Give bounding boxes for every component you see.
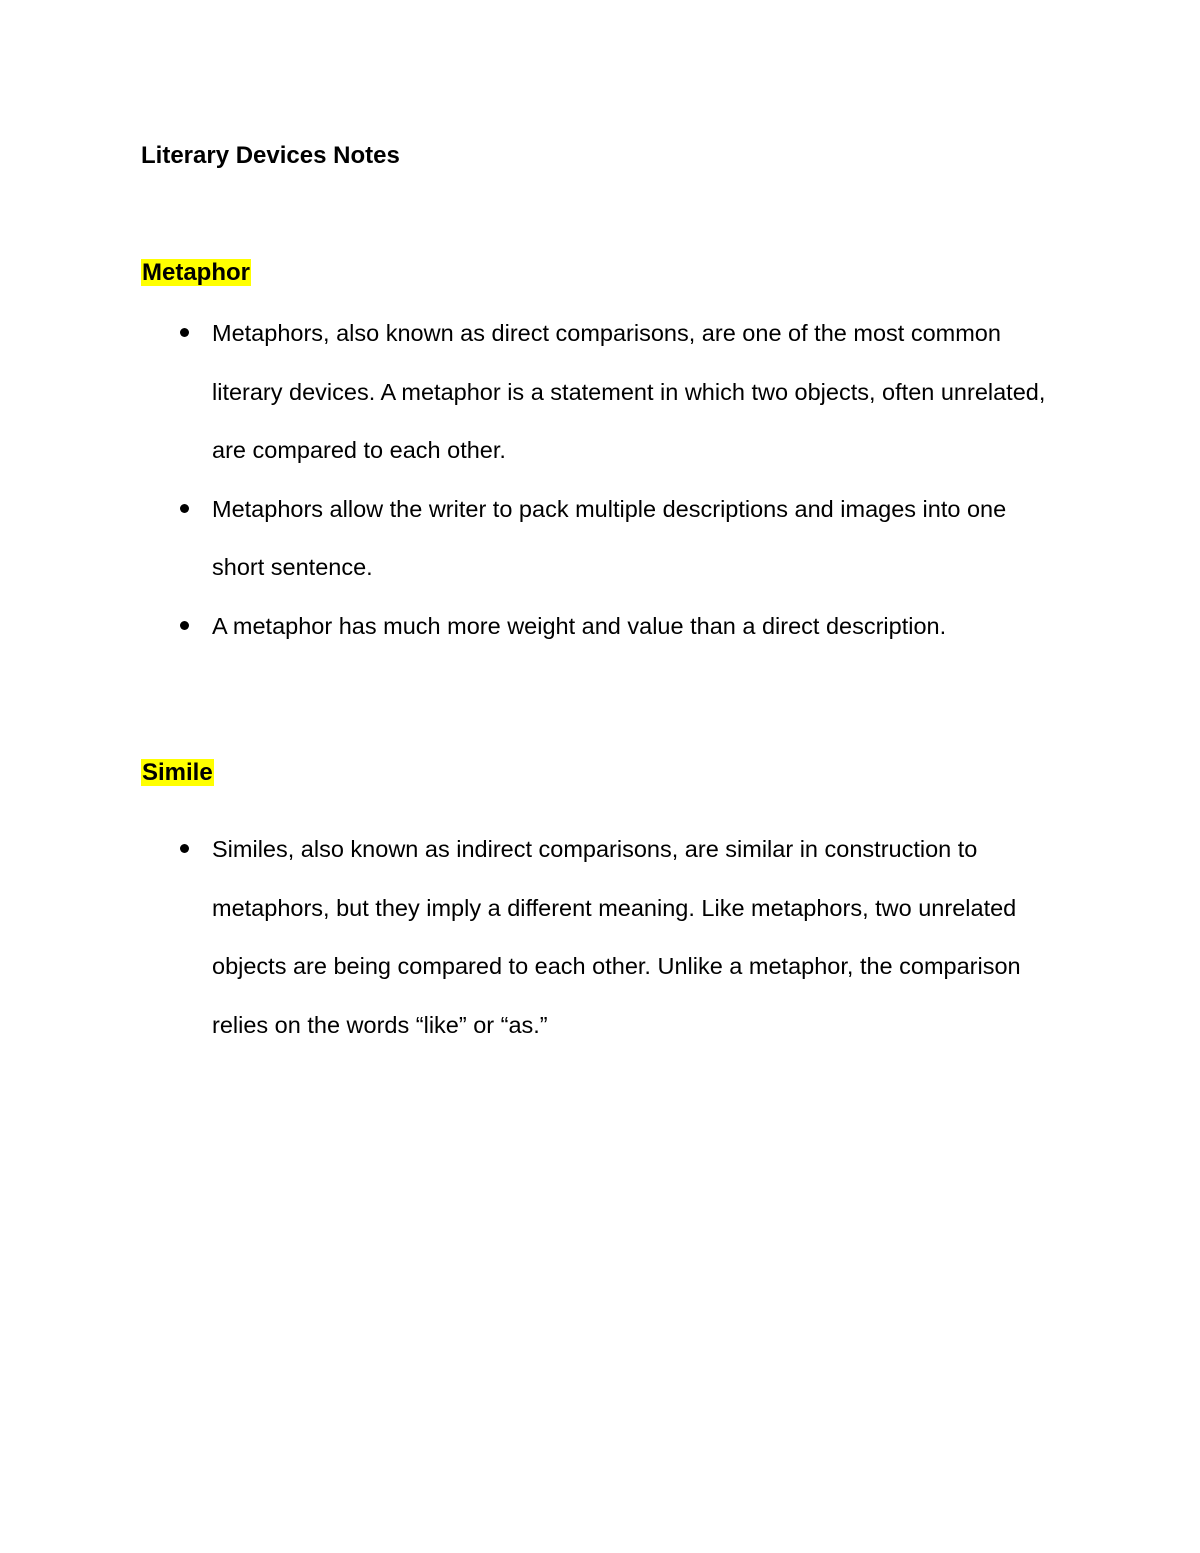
highlighted-heading-simile: Simile [142, 759, 213, 786]
list-item [176, 597, 1056, 656]
bullet-text: Metaphors allow the writer to pack multiple descriptions and images into one short sentence. [212, 495, 1007, 580]
document-title: Literary Devices Notes [141, 142, 400, 169]
bullet-text: Metaphors, also known as direct comparisons, are one of the most common literary devices. A metaphor is a statement in which two objects, often unrelated, are compared to each other. [212, 320, 1046, 463]
bullet-dot-icon [180, 328, 189, 337]
section-heading-simile [141, 757, 214, 789]
list-item [176, 480, 1056, 597]
list-item [176, 820, 1056, 1054]
list-item [176, 304, 1056, 480]
section-heading-metaphor [141, 257, 251, 289]
bullet-text: Similes, also known as indirect comparisons, are similar in construction to metaphors, but they imply a different meaning. Like metaphors, two unrelated objects are being compared to each other. Unlike a metaphor, the comparison relies on the words “like” or “as.” [212, 836, 1021, 1038]
bullet-dot-icon [180, 504, 189, 513]
simile-bullet-list [176, 820, 1056, 1054]
bullet-dot-icon [180, 621, 189, 630]
highlighted-heading-metaphor: Metaphor [142, 259, 250, 286]
metaphor-bullet-list [176, 304, 1056, 655]
bullet-text: A metaphor has much more weight and value than a direct description. [212, 612, 947, 639]
bullet-dot-icon [180, 844, 189, 853]
